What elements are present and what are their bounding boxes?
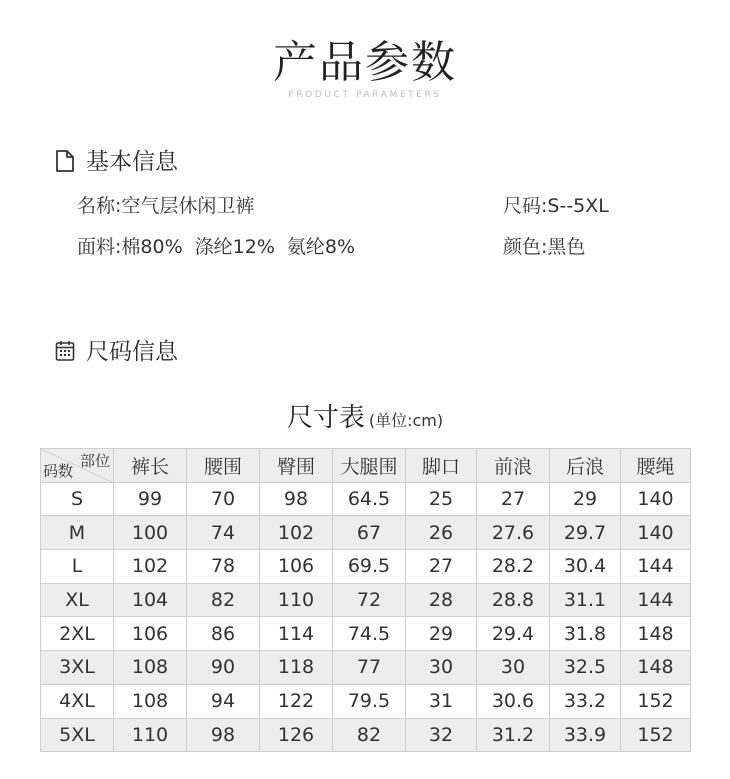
product-name: 名称:空气层休闲卫裤 <box>77 195 255 217</box>
column-header: 后浪 <box>550 449 621 483</box>
measurement-cell: 70 <box>187 482 260 516</box>
measurement-cell: 29 <box>550 482 621 516</box>
measurement-cell: 27.6 <box>477 516 550 550</box>
table-header-row <box>41 449 691 483</box>
measurement-cell: 31.8 <box>550 617 621 651</box>
measurement-cell: 33.9 <box>550 718 621 752</box>
column-header: 臀围 <box>260 449 333 483</box>
size-cell: XL <box>41 583 114 617</box>
measurement-cell: 98 <box>187 718 260 752</box>
measurement-cell: 29 <box>406 617 477 651</box>
column-header: 脚口 <box>406 449 477 483</box>
measurement-cell: 108 <box>114 651 187 685</box>
product-size-range: 尺码:S--5XL <box>503 195 609 217</box>
measurement-cell: 74 <box>187 516 260 550</box>
size-table-unit: (单位:cm) <box>368 411 444 430</box>
measurement-cell: 31.1 <box>550 583 621 617</box>
table-row <box>41 651 691 685</box>
size-info-label: 尺码信息 <box>86 339 178 365</box>
measurement-cell: 28.2 <box>477 550 550 584</box>
measurement-cell: 140 <box>621 516 691 550</box>
measurement-cell: 144 <box>621 583 691 617</box>
measurement-cell: 140 <box>621 482 691 516</box>
measurement-cell: 152 <box>621 684 691 718</box>
table-row <box>41 482 691 516</box>
size-info-heading <box>54 333 178 366</box>
measurement-cell: 148 <box>621 617 691 651</box>
table-row <box>41 684 691 718</box>
corner-label-part: 部位 <box>79 452 110 470</box>
measurement-cell: 27 <box>406 550 477 584</box>
measurement-cell: 64.5 <box>333 482 406 516</box>
column-header: 腰绳 <box>621 449 691 483</box>
measurement-cell: 72 <box>333 583 406 617</box>
measurement-cell: 79.5 <box>333 684 406 718</box>
measurement-cell: 90 <box>187 651 260 685</box>
measurement-cell: 144 <box>621 550 691 584</box>
table-corner-cell <box>41 449 114 483</box>
size-cell: 5XL <box>41 718 114 752</box>
measurement-cell: 74.5 <box>333 617 406 651</box>
size-table <box>40 448 691 752</box>
measurement-cell: 31.2 <box>477 718 550 752</box>
measurement-cell: 106 <box>114 617 187 651</box>
column-header: 裤长 <box>114 449 187 483</box>
size-cell: S <box>41 482 114 516</box>
document-icon <box>54 149 76 171</box>
measurement-cell: 152 <box>621 718 691 752</box>
size-cell: 4XL <box>41 684 114 718</box>
fabric-part: 涤纶12% <box>194 236 275 258</box>
measurement-cell: 33.2 <box>550 684 621 718</box>
measurement-cell: 69.5 <box>333 550 406 584</box>
measurement-cell: 30 <box>477 651 550 685</box>
measurement-cell: 104 <box>114 583 187 617</box>
product-color: 颜色:黑色 <box>503 236 586 258</box>
measurement-cell: 32 <box>406 718 477 752</box>
measurement-cell: 98 <box>260 482 333 516</box>
measurement-cell: 78 <box>187 550 260 584</box>
measurement-cell: 102 <box>114 550 187 584</box>
measurement-cell: 28 <box>406 583 477 617</box>
measurement-cell: 28.8 <box>477 583 550 617</box>
measurement-cell: 32.5 <box>550 651 621 685</box>
column-header: 前浪 <box>477 449 550 483</box>
measurement-cell: 99 <box>114 482 187 516</box>
measurement-cell: 25 <box>406 482 477 516</box>
corner-label-size: 码数 <box>43 461 74 480</box>
product-fabric <box>77 232 367 259</box>
measurement-cell: 110 <box>260 583 333 617</box>
measurement-cell: 94 <box>187 684 260 718</box>
measurement-cell: 31 <box>406 684 477 718</box>
measurement-cell: 118 <box>260 651 333 685</box>
size-cell: M <box>41 516 114 550</box>
measurement-cell: 126 <box>260 718 333 752</box>
measurement-cell: 27 <box>477 482 550 516</box>
table-row <box>41 516 691 550</box>
measurement-cell: 29.4 <box>477 617 550 651</box>
measurement-cell: 26 <box>406 516 477 550</box>
fabric-part: 面料:棉80% <box>77 236 183 258</box>
table-row <box>41 550 691 584</box>
measurement-cell: 148 <box>621 651 691 685</box>
size-cell: L <box>41 550 114 584</box>
fabric-part: 氨纶8% <box>286 236 356 258</box>
measurement-cell: 100 <box>114 516 187 550</box>
measurement-cell: 30.6 <box>477 684 550 718</box>
column-header: 腰围 <box>187 449 260 483</box>
measurement-cell: 30 <box>406 651 477 685</box>
size-table-title <box>0 397 730 434</box>
table-row <box>41 718 691 752</box>
table-row <box>41 583 691 617</box>
measurement-cell: 106 <box>260 550 333 584</box>
basic-info-heading <box>54 143 178 176</box>
size-cell: 2XL <box>41 617 114 651</box>
size-table-title-main: 尺寸表 <box>286 403 365 433</box>
measurement-cell: 82 <box>187 583 260 617</box>
measurement-cell: 77 <box>333 651 406 685</box>
measurement-cell: 86 <box>187 617 260 651</box>
measurement-cell: 102 <box>260 516 333 550</box>
page-title: 产品参数 <box>273 37 457 88</box>
calendar-icon <box>54 339 76 361</box>
table-row <box>41 617 691 651</box>
column-header: 大腿围 <box>333 449 406 483</box>
size-cell: 3XL <box>41 651 114 685</box>
measurement-cell: 108 <box>114 684 187 718</box>
measurement-cell: 110 <box>114 718 187 752</box>
page-subtitle: PRODUCT PARAMETERS <box>288 90 442 100</box>
measurement-cell: 114 <box>260 617 333 651</box>
measurement-cell: 30.4 <box>550 550 621 584</box>
measurement-cell: 29.7 <box>550 516 621 550</box>
measurement-cell: 82 <box>333 718 406 752</box>
measurement-cell: 67 <box>333 516 406 550</box>
basic-info-label: 基本信息 <box>86 149 178 175</box>
measurement-cell: 122 <box>260 684 333 718</box>
